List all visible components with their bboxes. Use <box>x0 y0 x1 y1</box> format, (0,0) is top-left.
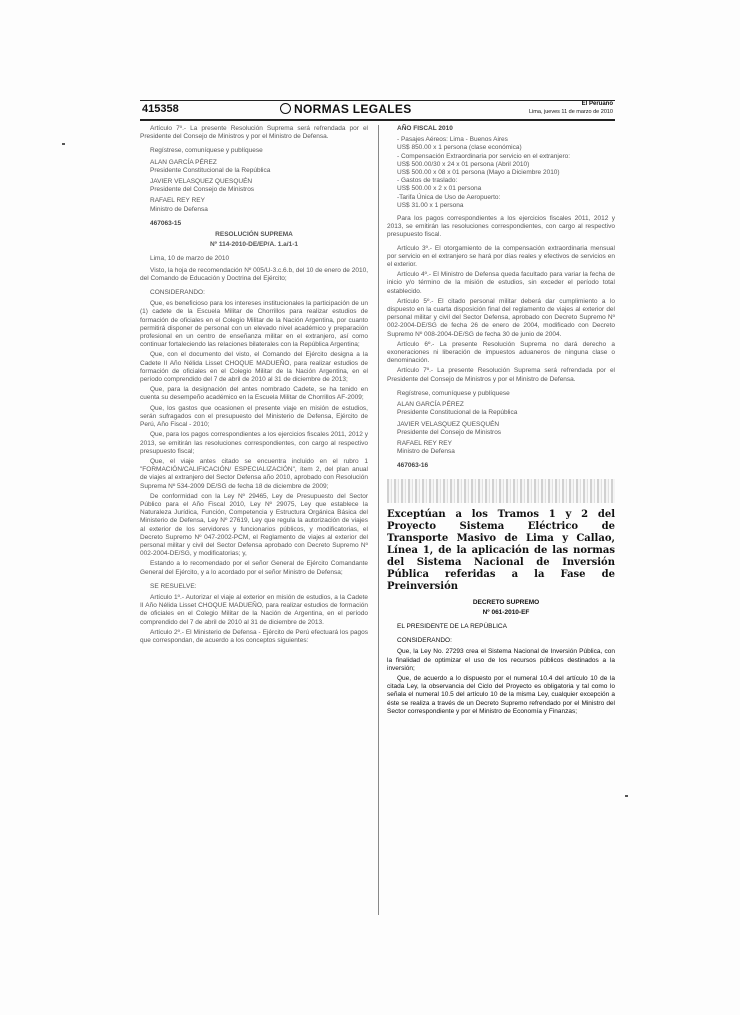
place-date: Lima, 10 de marzo de 2010 <box>150 255 230 263</box>
list-item: - Pasajes Aéreos: Lima - Buenos Aires <box>397 136 508 144</box>
signer-title: Ministro de Defensa <box>150 205 208 213</box>
date-line: Lima, jueves 11 de marzo de 2010 <box>529 109 613 115</box>
paragraph: Artículo 2º.- El Ministerio de Defensa - Ejército de Perú efectuará los pagos que correspondan, de acuerdo a los conceptos siguientes: <box>140 628 368 644</box>
list-item: - Compensación Extraordinaria por servicio en el extranjero: <box>397 152 571 160</box>
resolution-number: Nº 114-2010-DE/EP/A. 1.a/1-1 <box>209 241 298 249</box>
paragraph: Artículo 4º.- El Ministro de Defensa queda facultado para variar la fecha de inicio y/o término de la misión de estudios, sin exceder el período total establecido. <box>387 271 615 295</box>
paragraph: Que, es beneficioso para los intereses institucionales la participación de un (1) cadete de la Escuela Militar de Chorrillos para realizar estudios de formación de oficiales en el Colegio Militar de la Nación Argentina, por cuanto permitirá disponer de personal con un elevado nivel académico y preparación profesional en un centro de enseñanza militar en el extranjero, así como continuar fortaleciendo las relaciones bilaterales con la República Argentina; <box>140 300 368 349</box>
signature-block <box>150 178 368 194</box>
newspaper-name: El Peruano <box>581 101 613 107</box>
signer-name: ALAN GARCÍA PÉREZ <box>397 401 464 409</box>
column-divider <box>378 125 379 915</box>
section-label: SE RESUELVE: <box>150 582 197 590</box>
cost-list <box>397 136 615 210</box>
decree-number: Nº 061-2010-EF <box>482 608 530 616</box>
list-item: US$ 500.00 x 08 x 01 persona (Mayo a Diciembre 2010) <box>397 169 560 177</box>
scan-mark <box>625 795 628 797</box>
separator-band <box>387 479 615 503</box>
paragraph: Que, el viaje antes citado se encuentra incluido en el rubro 1 "FORMACIÓN/CALIFICACIÓN/ ESPECIALIZACIÓN", ítem 2, del plan anual de viajes al extranjero del Sector Defensa año 2010, aprobado con Resolución Suprema Nº 534-2009 DE/SG de fecha 18 de diciembre de 2009; <box>140 457 368 490</box>
page-header <box>140 100 615 121</box>
signer-title: Presidente Constitucional de la República <box>150 166 271 174</box>
paragraph: Visto, la hoja de recomendación Nº 005/U-3.c.6.b, del 10 de enero de 2010, del Comando de Educación y Doctrina del Ejército; <box>140 266 368 282</box>
seal-icon <box>280 103 291 114</box>
list-item: US$ 500.00/30 x 24 x 01 persona (Abril 2010) <box>397 160 530 168</box>
signer-title: Ministro de Defensa <box>397 448 455 456</box>
signature-block <box>150 197 368 213</box>
paragraph: Artículo 6º.- La presente Resolución Suprema no dará derecho a exoneraciones ni liberación de impuestos aduaneros de ninguna clase o denominación. <box>387 340 615 365</box>
signature-block <box>397 440 615 456</box>
publication-title <box>280 102 412 116</box>
signer-title: Presidente del Consejo de Ministros <box>397 428 502 436</box>
paragraph: Artículo 3º.- El otorgamiento de la compensación extraordinaria mensual por servicio en el extranjero se hará por días reales y efectivos de servicios en el exterior. <box>387 244 615 269</box>
signer-name: JAVIER VELASQUEZ QUESQUÉN <box>397 420 500 428</box>
signature-block <box>397 401 615 417</box>
signer-name: RAFAEL REY REY <box>397 439 452 447</box>
decree-title: DECRETO SUPREMO <box>472 598 540 606</box>
paragraph: Que, para los pagos correspondientes a los ejercicios fiscales 2011, 2012 y 2013, se emitirán las resoluciones correspondientes, con cargo al respectivo presupuesto fiscal; <box>140 431 368 455</box>
paragraph: Para los pagos correspondientes a los ejercicios fiscales 2011, 2012 y 2013, se emitirán las resoluciones correspondientes, con cargo al respectivo presupuesto fiscal. <box>387 215 615 239</box>
list-item: US$ 500.00 x 2 x 01 persona <box>397 185 482 193</box>
signer-title: Presidente del Consejo de Ministros <box>150 186 255 194</box>
decree-body <box>387 599 615 716</box>
signature-block <box>397 421 615 437</box>
paragraph: Artículo 7º.- La presente Resolución Suprema será refrendada por el Presidente del Consejo de Ministros y por el Ministro de Defensa. <box>140 125 368 141</box>
fiscal-year: AÑO FISCAL 2010 <box>397 125 453 132</box>
section-label: CONSIDERANDO: <box>150 289 205 297</box>
section-label: CONSIDERANDO: <box>397 637 452 645</box>
paragraph: Estando a lo recomendado por el señor General de Ejército Comandante General del Ejército, y a lo acordado por el señor Ministro de Defensa; <box>140 560 368 576</box>
right-column <box>387 125 615 718</box>
signer-name: JAVIER VELASQUEZ QUESQUÉN <box>150 178 253 186</box>
list-item: US$ 850.00 x 1 persona (clase económica) <box>397 144 522 152</box>
paragraph: Artículo 7º.- La presente Resolución Suprema será refrendada por el Presidente del Consejo de Ministros y por el Ministro de Defensa. <box>387 367 615 383</box>
paragraph: Que, los gastos que ocasionen el presente viaje en misión de estudios, serán sufragados con el presupuesto del Ministerio de Defensa, Ejército de Perú, Año Fiscal - 2010; <box>140 404 368 429</box>
section-label: EL PRESIDENTE DE LA REPÚBLICA <box>397 622 507 630</box>
signature-block <box>150 159 368 175</box>
paragraph: Que, con el documento del visto, el Comando del Ejército designa a la Cadete II Año Nélida Lisset CHOQUE MADUEÑO, para realizar estudios de formación de oficiales en el Colegio Militar de la Nación Argentina, en el período comprendido del 7 de abril de 2010 al 31 de diciembre de 2013; <box>140 351 368 384</box>
document-code: 467063-16 <box>397 462 429 470</box>
paragraph: Que, la Ley No. 27293 crea el Sistema Nacional de Inversión Pública, con la finalidad de optimizar el uso de los recursos públicos destinados a la inversión; <box>387 648 615 672</box>
signer-name: RAFAEL REY REY <box>150 197 205 205</box>
paragraph: Regístrese, comuníquese y publíquese <box>150 147 263 155</box>
paragraph: De conformidad con la Ley Nº 29465, Ley de Presupuesto del Sector Público para el Año Fiscal 2010, Ley Nº 29075, Ley que establece la Naturaleza Jurídica, Función, Competencia y Estructura Orgánica Básica del Ministerio de Defensa, Ley Nº 27619, Ley que regula la autorización de viajes al exterior de los servidores y funcionarios públicos, y modificatorias, el Decreto Supremo Nº 047-2002-PCM, el Reglamento de viajes al exterior del personal militar y civil del Sector Defensa aprobado con Decreto Supremo Nº 002-2004-DE/SG, y modificatorias; y, <box>140 492 368 558</box>
newspaper-page <box>140 100 615 715</box>
document-code: 467063-15 <box>150 219 182 227</box>
signer-name: ALAN GARCÍA PÉREZ <box>150 158 217 166</box>
list-item: -Tarifa Única de Uso de Aeropuerto: <box>397 193 501 201</box>
resolution-title: RESOLUCIÓN SUPREMA <box>215 231 293 239</box>
scan-mark <box>62 143 65 145</box>
paragraph: Que, para la designación del antes nombrado Cadete, se ha tenido en cuenta su desempeño académico en la Escuela Militar de Chorrillos AF-2009; <box>140 386 368 402</box>
paragraph: Regístrese, comuníquese y publíquese <box>397 389 510 397</box>
signer-title: Presidente Constitucional de la República <box>397 409 518 417</box>
list-item: - Gastos de traslado: <box>397 177 458 185</box>
paragraph: Que, de acuerdo a lo dispuesto por el numeral 10.4 del artículo 10 de la citada Ley, la observancia del Ciclo del Proyecto es obligatoria y tal como lo señala el numeral 10.5 del artículo 10 de la misma Ley, cualquier excepción a éste se realiza a través de un Decreto Supremo refrendado por el Ministro del Sector correspondiente y por el Ministro de Economía y Finanzas; <box>387 674 615 715</box>
left-column <box>140 125 368 647</box>
paragraph: Artículo 5º.- El citado personal militar deberá dar cumplimiento a lo dispuesto en la cuarta disposición final del reglamento de viajes al exterior del personal militar y civil del Sector Defensa, aprobado con Decreto Supremo Nº 002-2004-DE/SG de fecha 26 de enero de 2004, modificado con Decreto Supremo Nº 008-2004-DE/SG de fecha 30 de junio de 2004. <box>387 297 615 338</box>
paragraph: Artículo 1º.- Autorizar el viaje al exterior en misión de estudios, a la Cadete II Año Nélida Lisset CHOQUE MADUEÑO, para realizar estudios de formación de oficiales en el Colegio Militar de la Nación de Argentina, en el período comprendido del 7 de abril de 2010 al 31 de diciembre de 2013. <box>140 593 368 626</box>
list-item: US$ 31.00 x 1 persona <box>397 201 464 209</box>
publication-name: NORMAS LEGALES <box>294 102 412 116</box>
headline: Exceptúan a los Tramos 1 y 2 del Proyecto Sistema Eléctrico de Transporte Masivo de Lima y Callao, Línea 1, de la aplicación de las normas del Sistema Nacional de Inversión Pública referidas a la Fase de Preinversión <box>387 508 615 592</box>
page-number: 415358 <box>142 103 179 115</box>
